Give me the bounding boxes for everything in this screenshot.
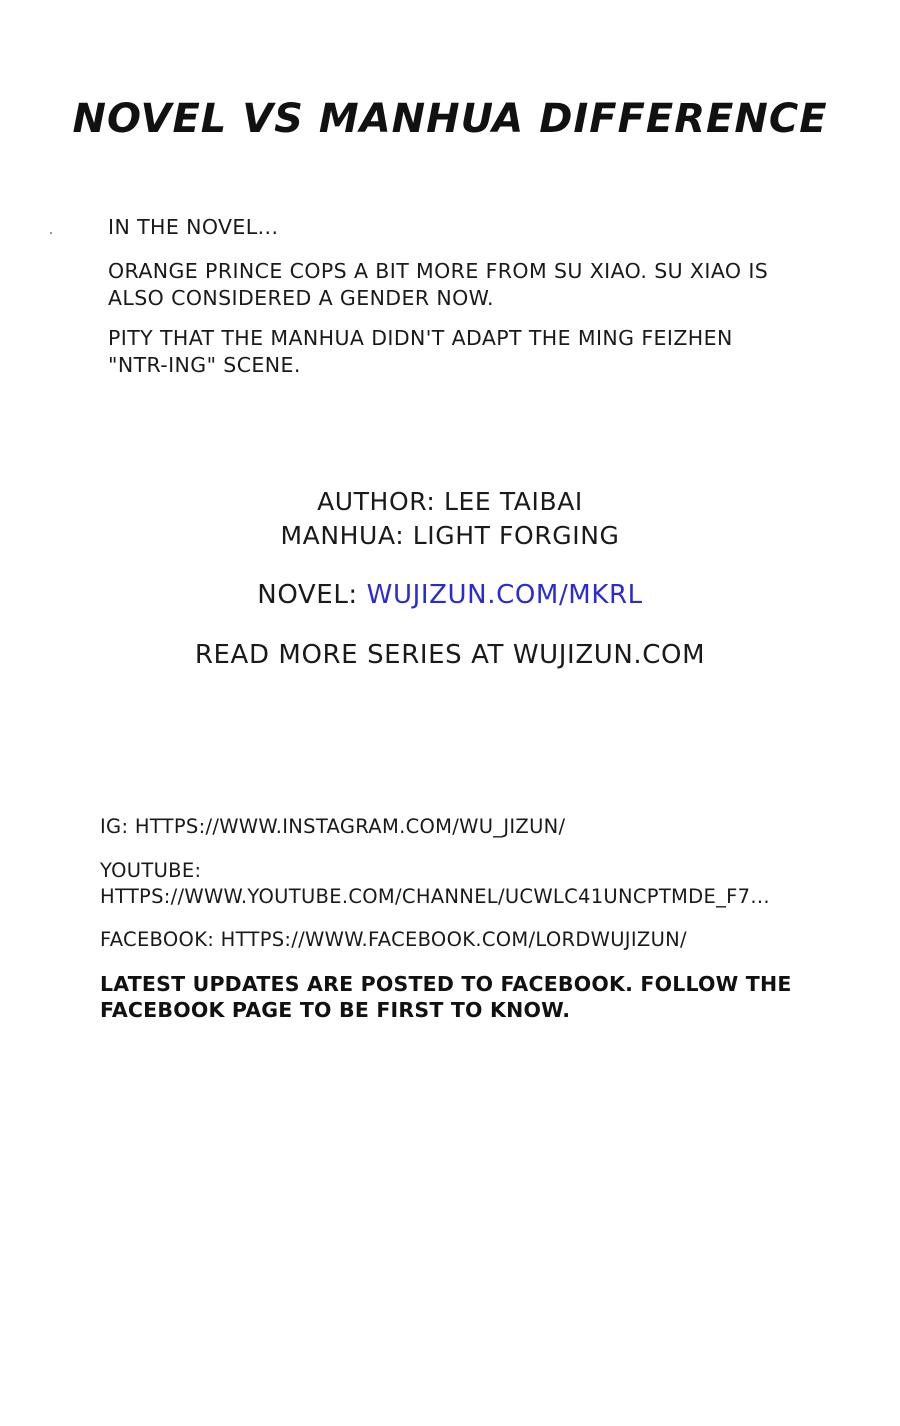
note-omission: PITY THAT THE MANHUA DIDN'T ADAPT THE MING FEIZHEN "NTR-ING" SCENE. <box>108 326 733 378</box>
ink-speck <box>50 232 52 234</box>
youtube-link[interactable]: YOUTUBE: HTTPS://WWW.YOUTUBE.COM/CHANNEL/UCWLC41UNCPTMDE_F7... <box>100 859 770 908</box>
facebook-link[interactable]: FACEBOOK: HTTPS://WWW.FACEBOOK.COM/LORDWUJIZUN/ <box>100 928 687 951</box>
credit-novel-label: NOVEL: <box>257 580 367 610</box>
credit-author: AUTHOR: LEE TAIBAI <box>317 487 583 516</box>
note-difference: ORANGE PRINCE COPS A BIT MORE FROM SU XIAO. SU XIAO IS ALSO CONSIDERED A GENDER NOW. <box>108 259 769 311</box>
credit-novel <box>0 580 900 610</box>
instagram-link[interactable]: IG: HTTPS://WWW.INSTAGRAM.COM/WU_JIZUN/ <box>100 815 566 838</box>
credit-manhua: MANHUA: LIGHT FORGING <box>280 521 620 550</box>
footer-note: LATEST UPDATES ARE POSTED TO FACEBOOK. FOLLOW THE FACEBOOK PAGE TO BE FIRST TO KNOW. <box>100 972 792 1022</box>
page-title: NOVEL VS MANHUA DIFFERENCE <box>72 96 828 142</box>
read-more-text: READ MORE SERIES AT WUJIZUN.COM <box>194 640 706 670</box>
note-intro: IN THE NOVEL... <box>108 215 279 239</box>
novel-link[interactable]: WUJIZUN.COM/MKRL <box>366 580 643 610</box>
